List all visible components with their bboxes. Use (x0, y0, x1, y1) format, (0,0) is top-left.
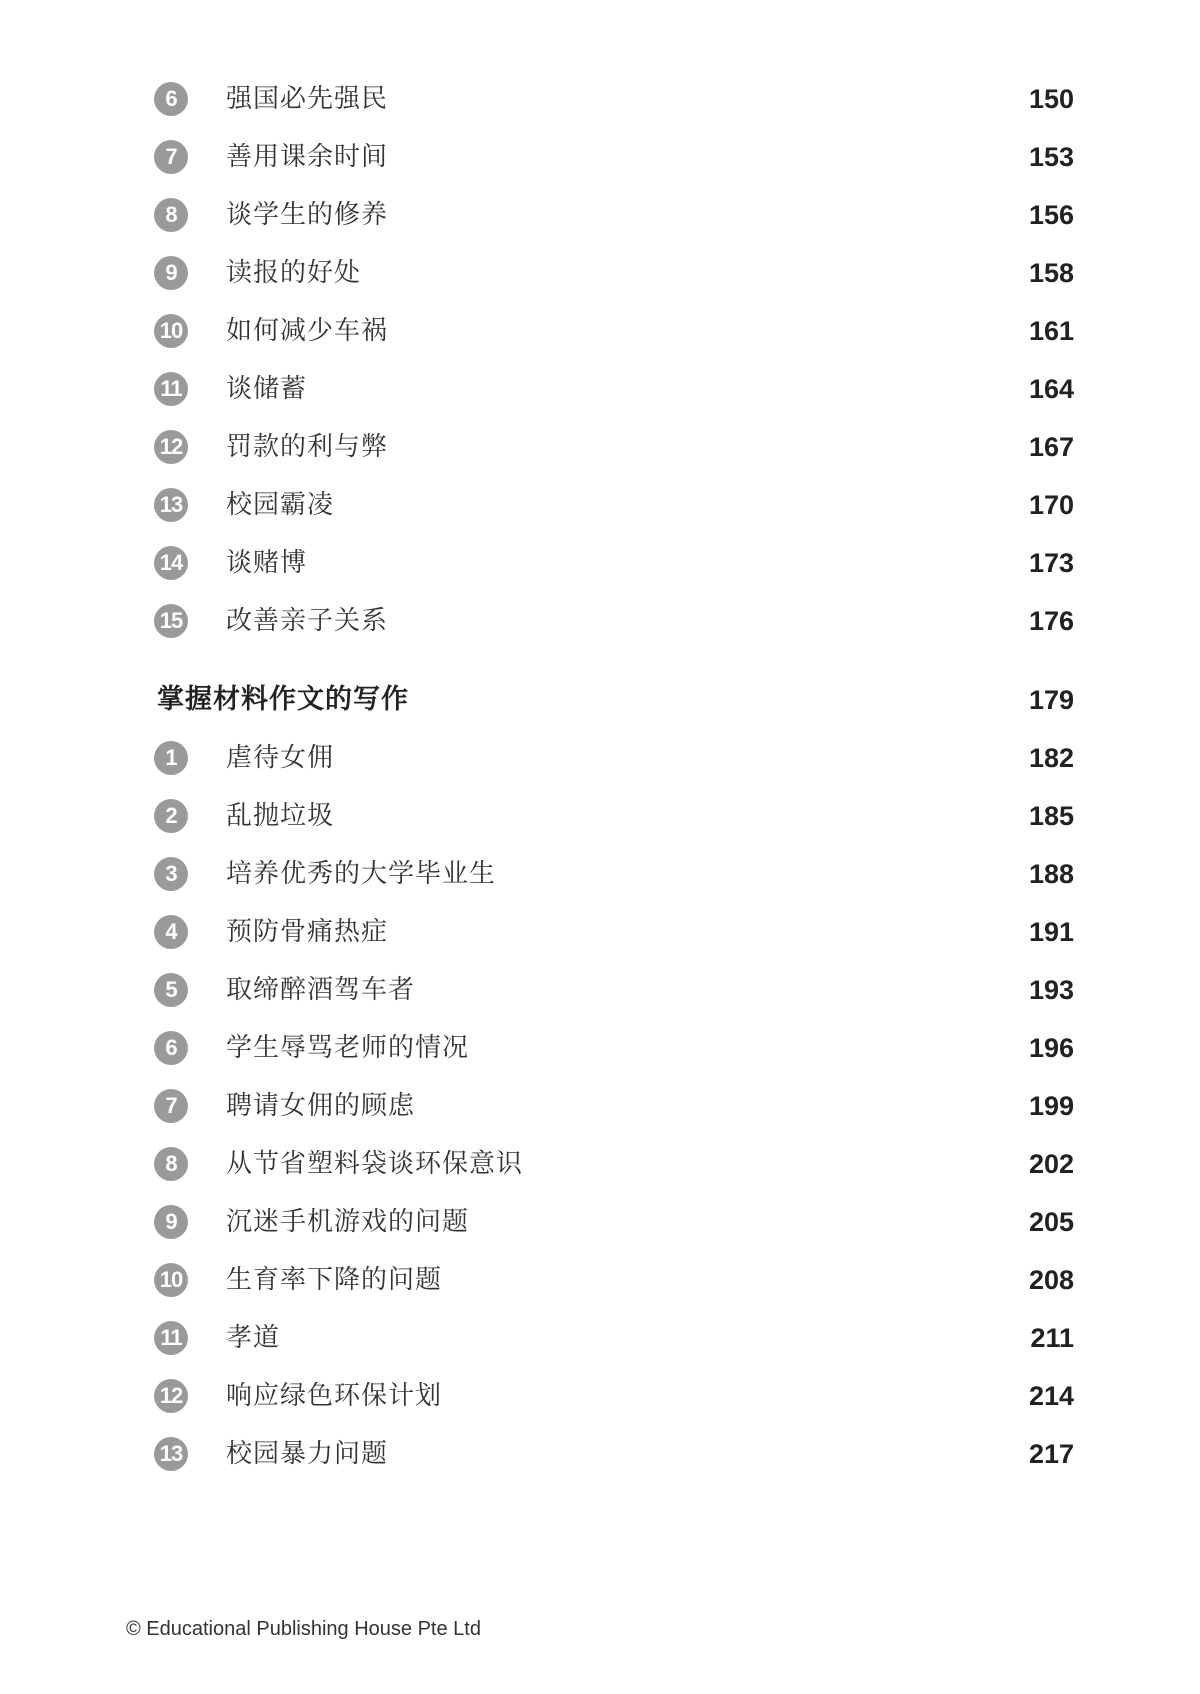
toc-entry[interactable] (0, 857, 1200, 915)
toc-entry[interactable] (0, 1147, 1200, 1205)
entry-number-badge: 10 (154, 314, 188, 348)
entry-number-badge: 4 (154, 915, 188, 949)
entry-number-badge: 6 (154, 1031, 188, 1065)
entry-number-badge: 13 (154, 1437, 188, 1471)
entry-page-number: 150 (1028, 84, 1074, 114)
toc-entry[interactable] (0, 973, 1200, 1031)
entry-title: 孝道 (226, 1323, 281, 1353)
entry-title: 预防骨痛热症 (226, 917, 389, 947)
entry-page-number: 214 (1028, 1381, 1074, 1411)
toc-entry[interactable] (0, 915, 1200, 973)
toc-entry[interactable] (0, 741, 1200, 799)
toc-entry[interactable] (0, 430, 1200, 488)
toc-entry[interactable] (0, 488, 1200, 546)
entry-title: 虐待女佣 (226, 743, 335, 773)
toc-entry[interactable] (0, 799, 1200, 857)
entry-number-badge: 12 (154, 430, 188, 464)
toc-entry[interactable] (0, 1205, 1200, 1263)
toc-entry[interactable] (0, 1263, 1200, 1321)
entry-title: 沉迷手机游戏的问题 (226, 1207, 470, 1237)
toc-entry[interactable] (0, 1379, 1200, 1437)
entry-page-number: 158 (1028, 258, 1074, 288)
entry-page-number: 161 (1028, 316, 1074, 346)
entry-page-number: 167 (1028, 432, 1074, 462)
entry-page-number: 191 (1028, 917, 1074, 947)
entry-title: 谈学生的修养 (226, 200, 389, 230)
entry-number-badge: 11 (154, 1321, 188, 1355)
entry-page-number: 199 (1028, 1091, 1074, 1121)
entry-title: 谈储蓄 (226, 374, 308, 404)
entry-title: 校园暴力问题 (226, 1439, 389, 1469)
entry-title: 善用课余时间 (226, 142, 389, 172)
section-page-number: 179 (1028, 685, 1074, 715)
toc-entry[interactable] (0, 372, 1200, 430)
entry-number-badge: 9 (154, 1205, 188, 1239)
entry-title: 培养优秀的大学毕业生 (226, 859, 497, 889)
entry-title: 如何减少车祸 (226, 316, 389, 346)
entry-number-badge: 7 (154, 140, 188, 174)
entry-number-badge: 8 (154, 198, 188, 232)
entry-number-badge: 14 (154, 546, 188, 580)
toc-entry[interactable] (0, 1089, 1200, 1147)
entry-number-badge: 5 (154, 973, 188, 1007)
section-title: 掌握材料作文的写作 (157, 684, 409, 715)
entry-page-number: 193 (1028, 975, 1074, 1005)
entry-number-badge: 11 (154, 372, 188, 406)
entry-page-number: 211 (1030, 1323, 1074, 1353)
entry-number-badge: 7 (154, 1089, 188, 1123)
entry-number-badge: 6 (154, 82, 188, 116)
toc-entry[interactable] (0, 314, 1200, 372)
entry-number-badge: 8 (154, 1147, 188, 1181)
entry-page-number: 182 (1028, 743, 1074, 773)
entry-number-badge: 15 (154, 604, 188, 638)
entry-page-number: 188 (1028, 859, 1074, 889)
toc-entry[interactable] (0, 1437, 1200, 1495)
entry-page-number: 156 (1028, 200, 1074, 230)
toc-entry[interactable] (0, 82, 1200, 140)
entry-title: 聘请女佣的顾虑 (226, 1091, 416, 1121)
entry-page-number: 202 (1028, 1149, 1074, 1179)
toc-section-heading[interactable] (0, 683, 1200, 741)
entry-number-badge: 9 (154, 256, 188, 290)
entry-number-badge: 12 (154, 1379, 188, 1413)
toc-entry[interactable] (0, 1031, 1200, 1089)
entry-page-number: 153 (1028, 142, 1074, 172)
entry-page-number: 176 (1028, 606, 1074, 636)
entry-number-badge: 2 (154, 799, 188, 833)
entry-number-badge: 13 (154, 488, 188, 522)
entry-number-badge: 1 (154, 741, 188, 775)
entry-number-badge: 10 (154, 1263, 188, 1297)
entry-page-number: 196 (1028, 1033, 1074, 1063)
toc-entry[interactable] (0, 1321, 1200, 1379)
entry-title: 从节省塑料袋谈环保意识 (226, 1149, 524, 1179)
toc-entry[interactable] (0, 604, 1200, 662)
toc-entry[interactable] (0, 256, 1200, 314)
entry-page-number: 185 (1028, 801, 1074, 831)
copyright-footer: © Educational Publishing House Pte Ltd (126, 1618, 481, 1640)
entry-page-number: 164 (1028, 374, 1074, 404)
entry-page-number: 170 (1028, 490, 1074, 520)
entry-title: 改善亲子关系 (226, 606, 389, 636)
entry-page-number: 208 (1028, 1265, 1074, 1295)
entry-title: 强国必先强民 (226, 84, 389, 114)
entry-title: 校园霸凌 (226, 490, 335, 520)
toc-entry[interactable] (0, 140, 1200, 198)
entry-number-badge: 3 (154, 857, 188, 891)
toc-entry[interactable] (0, 198, 1200, 256)
toc-entry[interactable] (0, 546, 1200, 604)
entry-title: 响应绿色环保计划 (226, 1381, 443, 1411)
entry-title: 取缔醉酒驾车者 (226, 975, 416, 1005)
entry-title: 乱抛垃圾 (226, 801, 335, 831)
entry-title: 生育率下降的问题 (226, 1265, 443, 1295)
entry-title: 罚款的利与弊 (226, 432, 389, 462)
entry-title: 谈赌博 (226, 548, 308, 578)
entry-page-number: 173 (1028, 548, 1074, 578)
entry-title: 学生辱骂老师的情况 (226, 1033, 470, 1063)
entry-page-number: 205 (1028, 1207, 1074, 1237)
entry-page-number: 217 (1028, 1439, 1074, 1469)
entry-title: 读报的好处 (226, 258, 362, 288)
